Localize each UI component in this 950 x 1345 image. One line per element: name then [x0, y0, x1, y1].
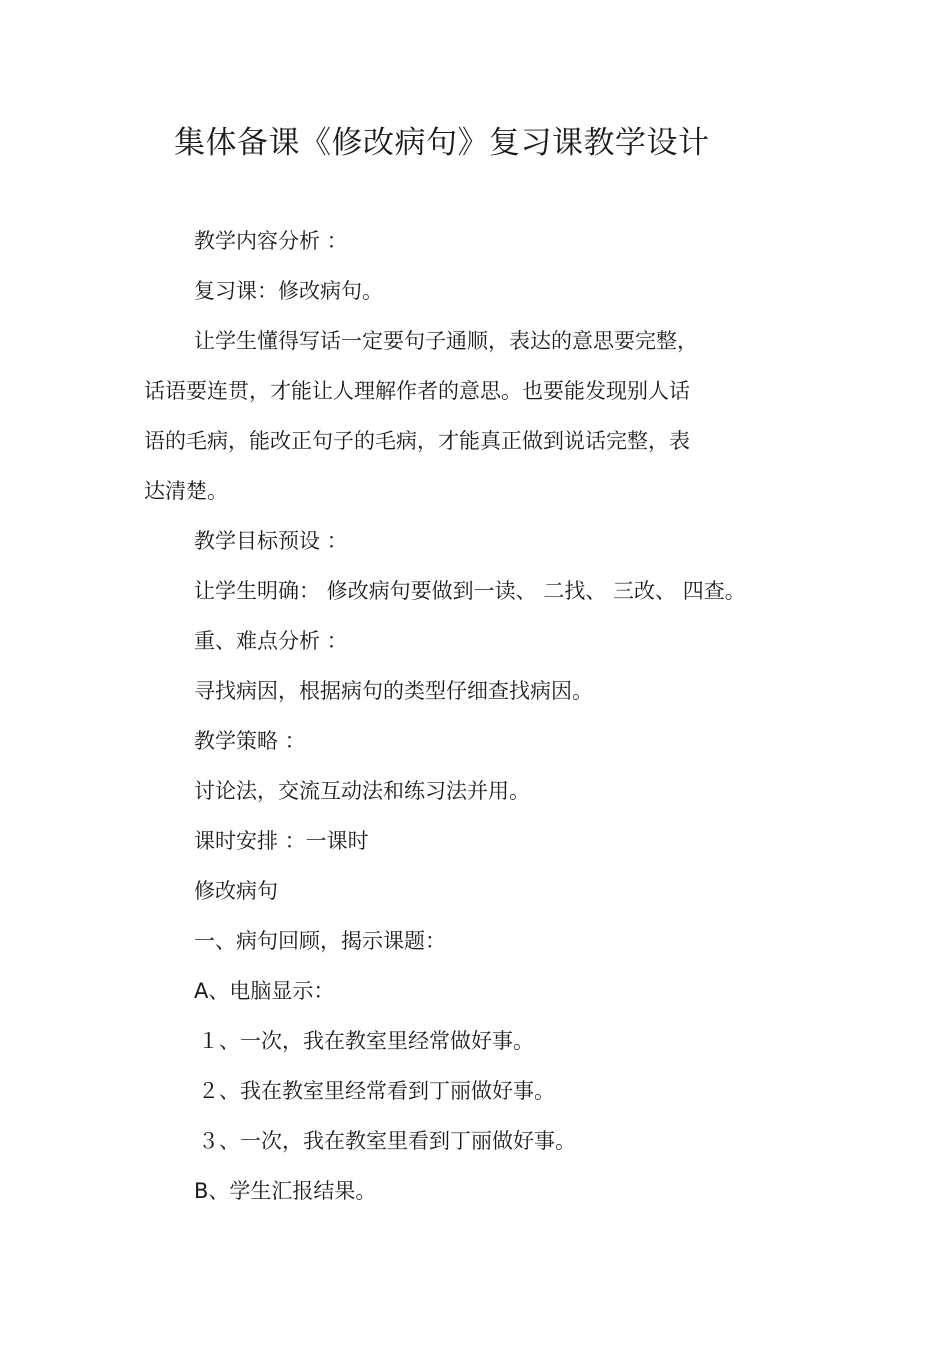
paragraph-line: 语的毛病，能改正句子的毛病，才能真正做到说话完整，表 [144, 429, 690, 453]
list-heading-a: A、电脑显示： [194, 979, 335, 1003]
heading-content-analysis: 教学内容分析 ： [194, 229, 348, 253]
section-heading-review: 一、病句回顾，揭示课题： [194, 929, 446, 953]
paragraph-review-lesson: 复习课：修改病句。 [194, 279, 383, 303]
paragraph-line: 达清楚。 [144, 479, 228, 503]
list-heading-b: B、学生汇报结果。 [194, 1179, 377, 1203]
heading-key-points: 重、难点分析 ： [194, 629, 348, 653]
document-title: 集体备课《修改病句》复习课教学设计 [174, 125, 710, 161]
paragraph-line: 话语要连贯，才能让人理解作者的意思。也要能发现别人话 [144, 379, 690, 403]
heading-teaching-goals: 教学目标预设 ： [194, 529, 348, 553]
paragraph-strategy: 讨论法，交流互动法和练习法并用。 [194, 779, 530, 803]
list-item: ２、我在教室里经常看到丁丽做好事。 [198, 1079, 555, 1103]
list-item: １、一次，我在教室里经常做好事。 [198, 1029, 534, 1053]
paragraph-schedule: 课时安排 ：一课时 [194, 829, 369, 853]
paragraph-key-points: 寻找病因，根据病句的类型仔细查找病因。 [194, 679, 593, 703]
heading-strategy: 教学策略 ： [194, 729, 306, 753]
paragraph-goals: 让学生明确： 修改病句要做到一读、 二找、 三改、 四查。 [194, 579, 746, 603]
section-title: 修改病句 [194, 879, 278, 903]
paragraph-line: 让学生懂得写话一定要句子通顺，表达的意思要完整， [194, 329, 698, 353]
list-item: ３、一次，我在教室里看到丁丽做好事。 [198, 1129, 576, 1153]
